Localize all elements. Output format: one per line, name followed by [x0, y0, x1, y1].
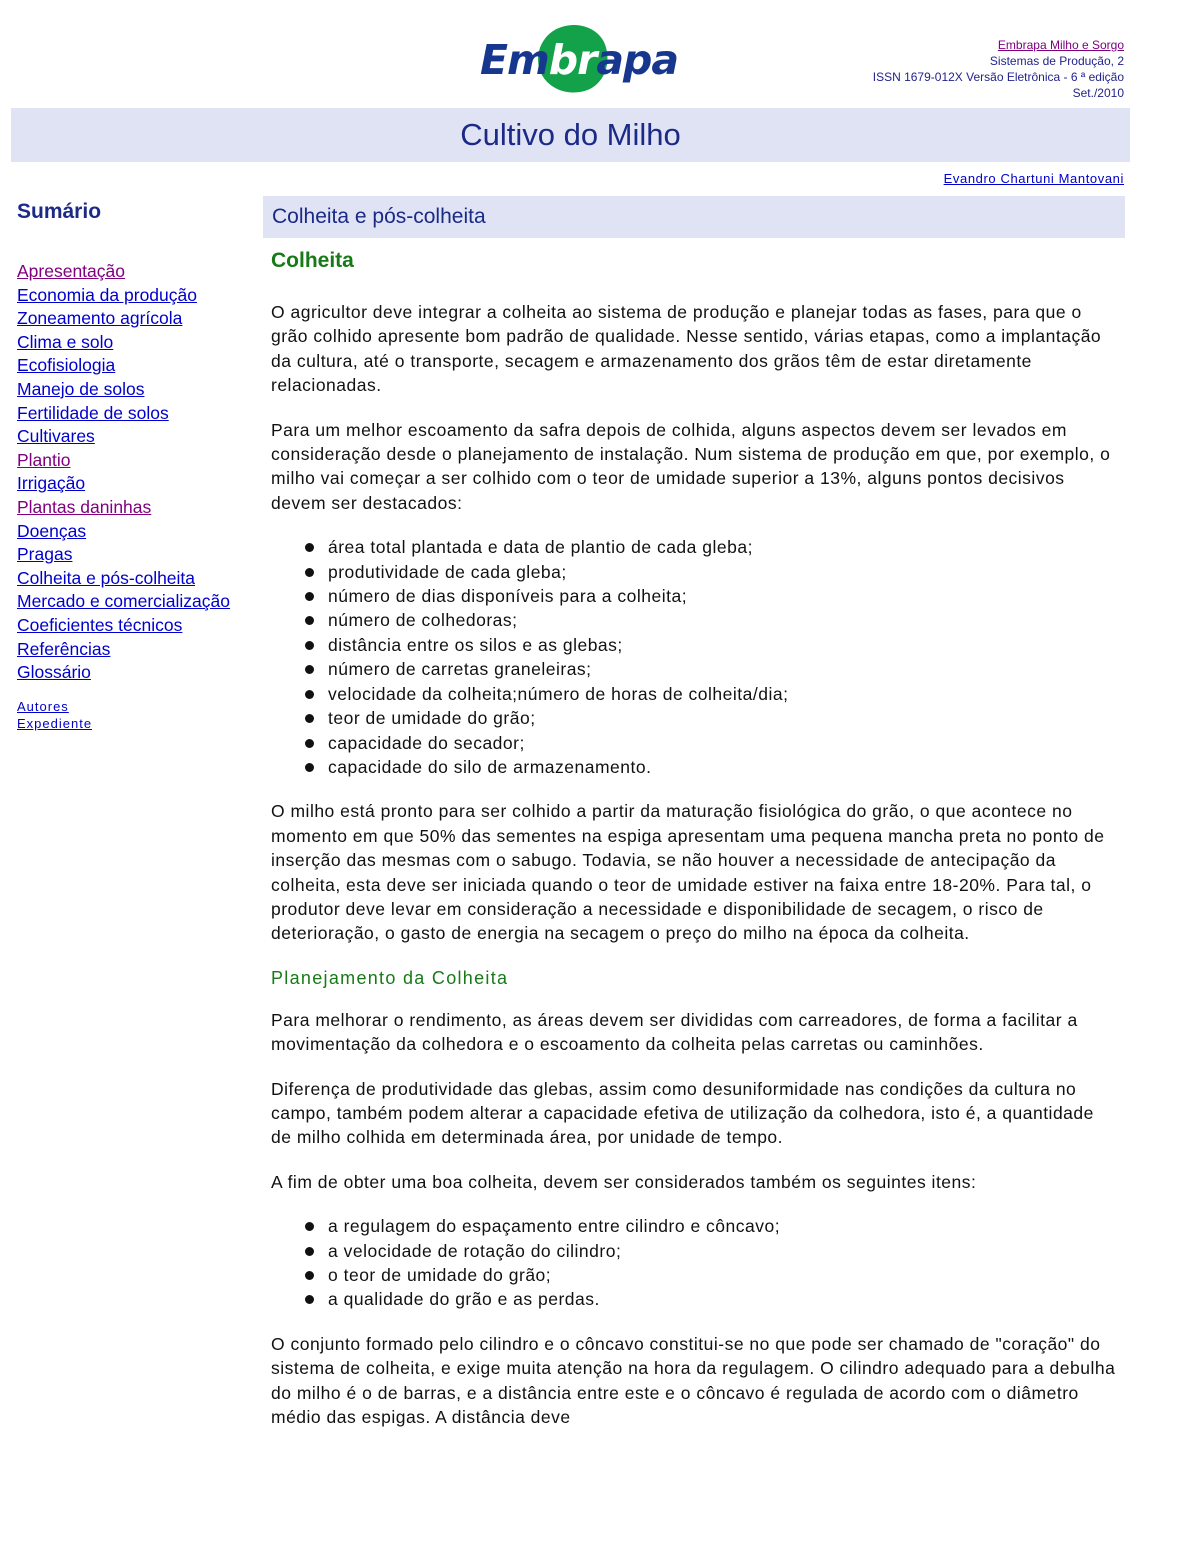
- sidebar-link-expediente[interactable]: Expediente: [17, 715, 93, 731]
- sidebar-link-fertilidade-de-solos[interactable]: Fertilidade de solos: [17, 402, 169, 423]
- sidebar-link-plantas-daninhas[interactable]: Plantas daninhas: [17, 496, 152, 517]
- sidebar-link-plantio[interactable]: Plantio: [17, 449, 71, 470]
- section-title: Colheita e pós-colheita: [263, 196, 1125, 238]
- sidebar-item: [17, 449, 257, 473]
- sidebar-link-ecofisiologia[interactable]: Ecofisiologia: [17, 355, 116, 376]
- sidebar-link-colheita-e-pos-colheita[interactable]: Colheita e pós-colheita: [17, 567, 196, 588]
- publisher-link[interactable]: Embrapa Milho e Sorgo: [997, 38, 1124, 52]
- sidebar-extra-item: [17, 715, 257, 732]
- sidebar-item: [17, 472, 257, 496]
- sidebar-extra-item: [17, 698, 257, 715]
- list-item: número de dias disponíveis para a colheita;: [304, 584, 1119, 608]
- article-body: [263, 246, 1125, 1429]
- sidebar-link-manejo-de-solos[interactable]: Manejo de solos: [17, 378, 145, 399]
- sidebar-item: [17, 614, 257, 638]
- bullet-list: [271, 1214, 1119, 1312]
- series-text: Sistemas de Produção, 2: [989, 54, 1124, 68]
- sidebar-item: [17, 520, 257, 544]
- list-item: capacidade do secador;: [304, 731, 1119, 755]
- list-item: a velocidade de rotação do cilindro;: [304, 1239, 1119, 1263]
- sidebar-item: [17, 496, 257, 520]
- sidebar-link-coeficientes-tecnicos[interactable]: Coeficientes técnicos: [17, 614, 183, 635]
- sidebar-item: [17, 638, 257, 662]
- sidebar-item: [17, 567, 257, 591]
- list-item: o teor de umidade do grão;: [304, 1263, 1119, 1287]
- sidebar-link-irrigacao[interactable]: Irrigação: [17, 473, 86, 494]
- paragraph: Para melhorar o rendimento, as áreas devem ser divididas com carreadores, de forma a facilitar a movimentação da colhedora e o escoamento da colheita pelas carretas ou caminhões.: [271, 1009, 1078, 1055]
- sidebar-item: [17, 661, 257, 685]
- sidebar-item: [17, 402, 257, 426]
- paragraph: O agricultor deve integrar a colheita ao sistema de produção e planejar todas as fases, para que o grão colhido apresente bom padrão de qualidade. Nesse sentido, várias etapas, como a implantação da cultura, até o transporte, secagem e armazenamento dos grãos têm de estar diretamente relacionadas.: [271, 302, 1102, 396]
- paragraph: Para um melhor escoamento da safra depois de colhida, alguns aspectos devem ser levados em consideração desde o planejamento de instalação. Num sistema de produção em que, por exemplo, o milho vai começar a ser colhido com o teor de umidade superior a 13%, alguns pontos decisivos devem ser destacados:: [271, 419, 1111, 513]
- list-item: número de colhedoras;: [304, 608, 1119, 632]
- sidebar-link-economia-da-producao[interactable]: Economia da produção: [17, 284, 197, 305]
- sidebar-item: [17, 354, 257, 378]
- sidebar-item: [17, 331, 257, 355]
- list-item: distância entre os silos e as glebas;: [304, 633, 1119, 657]
- sidebar-link-referencias[interactable]: Referências: [17, 638, 111, 659]
- sidebar-item: [17, 425, 257, 449]
- author-link[interactable]: Evandro Chartuni Mantovani: [943, 171, 1124, 186]
- list-item: produtividade de cada gleba;: [304, 560, 1119, 584]
- page-title: Cultivo do Milho: [460, 117, 681, 152]
- list-item: a qualidade do grão e as perdas.: [304, 1287, 1119, 1311]
- sidebar-item: [17, 543, 257, 567]
- main-content: [263, 196, 1125, 1449]
- subheading-planejamento: Planejamento da Colheita: [271, 967, 509, 988]
- logo-wordmark: Embrapa: [480, 36, 678, 84]
- list-item: capacidade do silo de armazenamento.: [304, 755, 1119, 779]
- sidebar-link-doencas[interactable]: Doenças: [17, 520, 87, 541]
- sidebar-item: [17, 284, 257, 308]
- date-text: Set./2010: [1072, 86, 1124, 100]
- sidebar-nav-list: [17, 260, 257, 685]
- sidebar-heading: Sumário: [17, 200, 102, 223]
- issn-text: ISSN 1679-012X Versão Eletrônica - 6 ª edição: [872, 70, 1124, 84]
- sidebar-link-pragas[interactable]: Pragas: [17, 544, 73, 565]
- list-item: área total plantada e data de plantio de cada gleba;: [304, 535, 1119, 559]
- paragraph: Diferença de produtividade das glebas, assim como desuniformidade nas condições da cultura no campo, também podem alterar a capacidade efetiva de utilização da colhedora, isto é, a quantidade de milho colhida em determinada área, por unidade de tempo.: [271, 1078, 1094, 1148]
- sidebar-link-clima-e-solo[interactable]: Clima e solo: [17, 331, 114, 352]
- sidebar-summary: [17, 200, 257, 732]
- paragraph: A fim de obter uma boa colheita, devem ser considerados também os seguintes itens:: [271, 1171, 977, 1192]
- list-item: número de carretas graneleiras;: [304, 657, 1119, 681]
- sidebar-item: [17, 378, 257, 402]
- list-item: velocidade da colheita;número de horas de colheita/dia;: [304, 682, 1119, 706]
- list-item: teor de umidade do grão;: [304, 706, 1119, 730]
- sidebar-link-apresentacao[interactable]: Apresentação: [17, 261, 125, 281]
- heading-colheita: Colheita: [271, 249, 354, 272]
- paragraph: O conjunto formado pelo cilindro e o côncavo constitui-se no que pode ser chamado de "coração" do sistema de colheita, e exige muita atenção na hora da regulagem. O cilindro adequado para a debulha do milho é o de barras, e a distância entre este e o côncavo é regulada de acordo com o diâmetro médio das espigas. A distância deve: [271, 1333, 1116, 1428]
- sidebar-item: [17, 307, 257, 331]
- sidebar-link-zoneamento-agricola[interactable]: Zoneamento agrícola: [17, 308, 183, 329]
- paragraph: O milho está pronto para ser colhido a partir da maturação fisiológica do grão, o que acontece no momento em que 50% das sementes na espiga apresentam uma pequena mancha preta no ponto de inserção das mesmas com o sabugo. Todavia, se não houver a necessidade de antecipação da colheita, esta deve ser iniciada quando o teor de umidade estiver na faixa entre 18-20%. Para tal, o produtor deve levar em consideração a necessidade e disponibilidade de secagem, o risco de deterioração, o gasto de energia na secagem o preço do milho na época da colheita.: [271, 801, 1105, 944]
- bullet-list: [271, 535, 1119, 779]
- sidebar-link-mercado-e-comercializacao[interactable]: Mercado e comercialização: [17, 591, 231, 612]
- sidebar-link-autores[interactable]: Autores: [17, 698, 69, 714]
- sidebar-item: [17, 260, 257, 284]
- sidebar-link-glossario[interactable]: Glossário: [17, 662, 91, 683]
- publication-info: [873, 37, 1124, 101]
- sidebar-extra-links: [17, 698, 257, 732]
- sidebar-link-cultivares[interactable]: Cultivares: [17, 426, 95, 447]
- embrapa-logo: [480, 22, 678, 96]
- sidebar-item: [17, 590, 257, 614]
- title-banner: [11, 108, 1130, 162]
- list-item: a regulagem do espaçamento entre cilindro e côncavo;: [304, 1214, 1119, 1238]
